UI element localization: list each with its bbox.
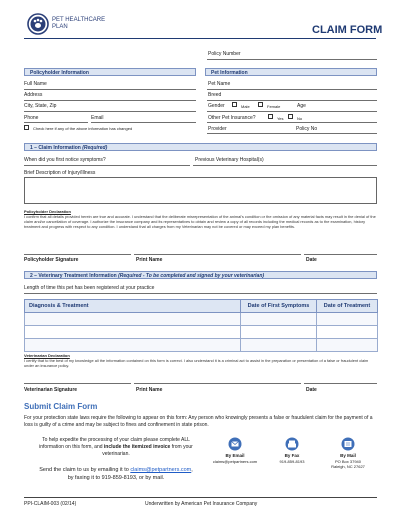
full-name-label: Full Name (24, 81, 47, 87)
send-email-link[interactable]: claims@petpartners.com (130, 467, 192, 473)
yes-checkbox[interactable] (268, 114, 273, 119)
pet-name-label: Pet Name (208, 81, 231, 87)
previous-hospitals-field[interactable] (193, 165, 377, 166)
contact-mail (323, 437, 373, 469)
pet-name-field[interactable] (207, 89, 377, 90)
claim-info-heading (24, 143, 377, 151)
info-changed-checkbox[interactable] (24, 125, 29, 130)
expedite-line1: To help expedite the processing of your claim please complete ALL (42, 437, 190, 443)
submit-heading: Submit Claim Form (24, 402, 98, 411)
logo (27, 13, 107, 35)
first-symptoms-header: Date of First Symptoms (241, 300, 317, 313)
logo-text-line1: PET HEALTHCARE (52, 17, 106, 23)
age-label: Age (297, 103, 306, 109)
by-email-value: claims@petpartners.com (212, 459, 258, 464)
contact-email (210, 437, 260, 464)
vet-declaration-text: I certify that to the best of my knowledge all the information contained on this form is correct. I also understand it is a criminal act to assist in the preparation or presentation of a false or fraudulent claim under an insurance policy. (24, 358, 369, 368)
length-of-time-field[interactable] (24, 293, 377, 294)
by-mail-line2: Raleigh, NC 27627 (331, 464, 365, 469)
policyholder-print-name-label: Print Name (136, 257, 163, 263)
phone-field[interactable] (24, 122, 88, 123)
treatment-date-header: Date of Treatment (317, 300, 378, 313)
policy-number-label: Policy Number (208, 51, 241, 57)
diagnosis-cell[interactable] (25, 339, 241, 352)
paw-logo-icon (27, 13, 49, 35)
table-row (25, 326, 378, 339)
first-symptoms-cell[interactable] (241, 326, 317, 339)
policyholder-declaration-title: Policyholder Declaration (24, 209, 71, 214)
no-checkbox[interactable] (288, 114, 293, 119)
male-label: Male (241, 104, 250, 109)
email-icon (228, 437, 242, 451)
send-text (24, 466, 208, 482)
treatment-date-cell[interactable] (317, 313, 378, 326)
vet-info-heading-text: 2 – Veterinary Treatment Information (30, 273, 117, 279)
gender-label: Gender (208, 103, 225, 109)
policyholder-date-field[interactable] (304, 254, 377, 255)
vet-info-required: (Required - To be completed and signed by your veterinarian) (118, 273, 265, 279)
info-changed-label: Check here if any of the above information has changed (33, 126, 133, 131)
treatment-date-cell[interactable] (317, 326, 378, 339)
send-line2: by faxing it to 919-859-8193, or by mail. (67, 475, 165, 481)
contact-fax (270, 437, 314, 464)
treatment-table (24, 299, 378, 352)
female-checkbox[interactable] (258, 102, 263, 107)
city-state-zip-field[interactable] (24, 111, 196, 112)
vet-print-name-field[interactable] (134, 383, 301, 384)
provider-label: Provider (208, 126, 227, 132)
first-symptoms-cell[interactable] (241, 313, 317, 326)
brief-description-box[interactable] (24, 177, 377, 204)
expedite-line3: veterinarian. (102, 451, 130, 457)
by-mail-line1: PO Box 37940 (334, 459, 362, 464)
yes-label: Yes (277, 116, 284, 121)
provider-field[interactable] (207, 133, 377, 134)
female-label: Female (267, 104, 281, 109)
policy-number-field[interactable] (207, 59, 377, 60)
expedite-line2c: from your (170, 444, 193, 450)
logo-text-line2: PLAN (52, 24, 68, 30)
by-fax-value: 919-859-8193 (279, 459, 305, 464)
footer-rule (24, 497, 377, 498)
expedite-invoice: include the itemized invoice (103, 444, 171, 450)
vet-date-label: Date (306, 387, 317, 393)
expedite-line2a: information on this form, and (39, 444, 104, 450)
submit-notice: For your protection state laws require the following to appear on this form: Any person who knowingly presents a false or fraudulent claim for the payment of a loss is guilty of a crime and may be subject to fines and confinement in state prison. (24, 415, 373, 428)
treatment-date-cell[interactable] (317, 339, 378, 352)
other-insurance-label: Other Pet Insurance? (208, 115, 256, 121)
header-rule (24, 38, 376, 39)
send-suffix: , (191, 467, 193, 473)
first-symptoms-cell[interactable] (241, 339, 317, 352)
diagnosis-cell[interactable] (25, 313, 241, 326)
claim-info-required: (Required) (82, 145, 108, 151)
policyholder-print-name-field[interactable] (134, 254, 301, 255)
policyholder-date-label: Date (306, 257, 317, 263)
by-mail-label: By Mail (340, 453, 356, 458)
gender-age-field[interactable] (207, 111, 377, 112)
policy-no-label: Policy No (296, 126, 318, 132)
table-row (25, 313, 378, 326)
vet-info-heading (24, 271, 377, 279)
breed-label: Breed (208, 92, 222, 98)
first-notice-field[interactable] (24, 165, 190, 166)
policyholder-signature-label: Policyholder Signature (24, 257, 79, 263)
fax-icon (285, 437, 299, 451)
expedite-text (24, 437, 208, 458)
vet-date-field[interactable] (304, 383, 377, 384)
policyholder-signature-field[interactable] (24, 254, 131, 255)
policyholder-heading: Policyholder Information (24, 68, 196, 76)
full-name-field[interactable] (24, 89, 196, 90)
brief-description-label: Brief Description of Injury/Illness (24, 170, 96, 176)
send-prefix: Send the claim to us by emailing it to (39, 467, 131, 473)
policyholder-declaration-text: I confirm that all details provided herein are true and accurate. I understand that the deliberate misrepresentation of the animal's condition or the omission of any material facts may result in the denial of the claim and/or cancellation of coverage. I authorize the insurance company and its representatives to obtain and review a copy of all records including the medical records as to the examination, history treatment and progress with respect to any condition. I understand that all charges from my Veterinarian may not be covered or may exceed my plan benefits. (24, 214, 376, 229)
no-label: No (297, 116, 303, 121)
page-title: CLAIM FORM (312, 24, 383, 36)
email-field[interactable] (91, 122, 196, 123)
previous-hospitals-label: Previous Veterinary Hospital(s) (195, 157, 264, 163)
vet-signature-label: Veterinarian Signature (24, 387, 78, 393)
breed-field[interactable] (207, 100, 377, 101)
underwritten-text: Underwritten by American Pet Insurance Company (145, 501, 258, 507)
vet-declaration-title: Veterinarian Declaration (24, 353, 70, 358)
claim-info-heading-text: 1 – Claim Information (30, 145, 81, 151)
address-field[interactable] (24, 100, 196, 101)
male-checkbox[interactable] (232, 102, 237, 107)
mail-icon (341, 437, 355, 451)
length-of-time-label: Length of time this pet has been registered at your practice (24, 285, 155, 291)
vet-print-name-label: Print Name (136, 387, 163, 393)
by-email-label: By Email (225, 453, 245, 458)
first-notice-label: When did you first notice symptoms? (24, 157, 106, 163)
city-state-zip-label: City, State, Zip (24, 103, 57, 109)
other-insurance-field[interactable] (207, 122, 377, 123)
pet-heading: Pet Information (205, 68, 377, 76)
table-row (25, 339, 378, 352)
diagnosis-cell[interactable] (25, 326, 241, 339)
by-fax-label: By Fax (284, 453, 300, 458)
email-label: Email (91, 115, 104, 121)
form-id: PPI-CLAIM-003 (02/14) (24, 501, 77, 507)
phone-label: Phone (24, 115, 39, 121)
vet-signature-field[interactable] (24, 383, 131, 384)
expedite-line2 (24, 444, 208, 451)
diagnosis-header: Diagnosis & Treatment (25, 300, 241, 313)
address-label: Address (24, 92, 43, 98)
